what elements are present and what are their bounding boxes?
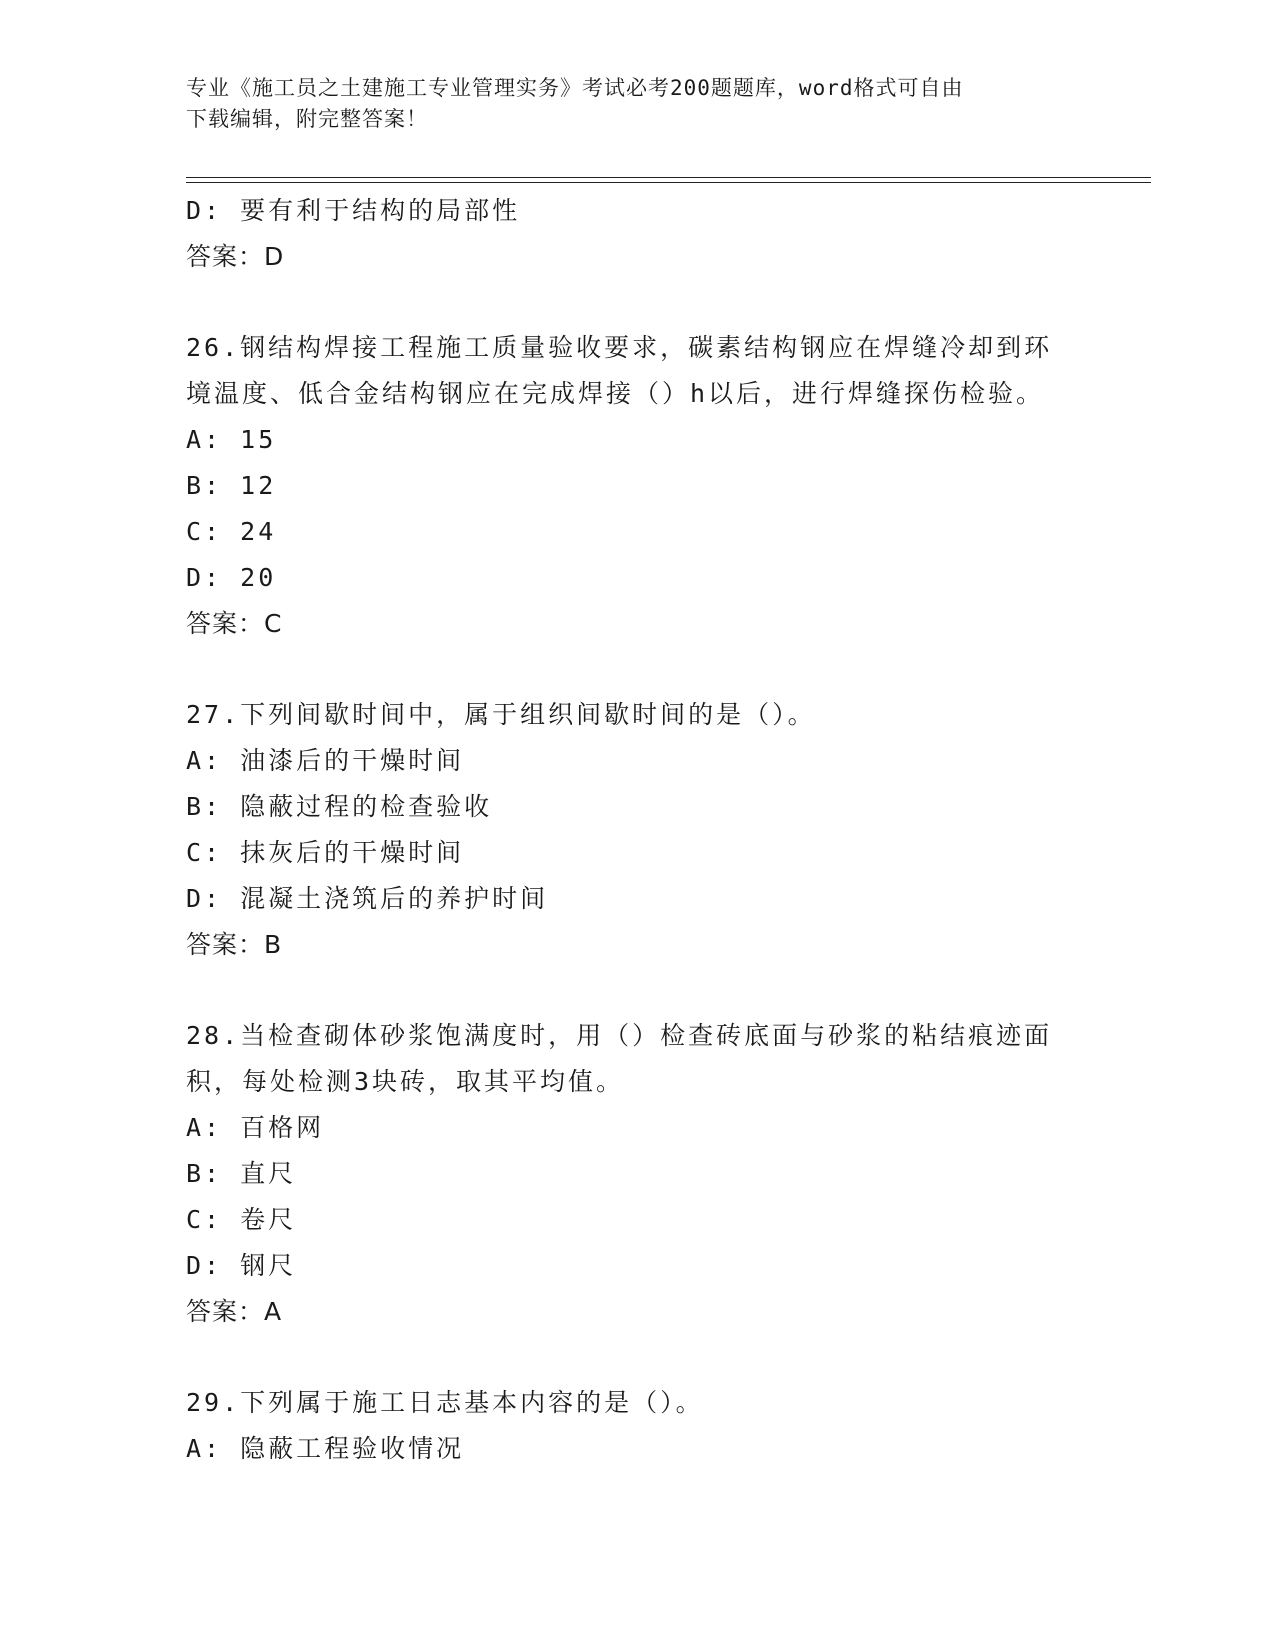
- question-block-26: [186, 325, 1086, 647]
- spacer: [186, 1335, 1086, 1380]
- option-a: A: 隐蔽工程验收情况: [186, 1434, 465, 1463]
- option-d: D: 混凝土浇筑后的养护时间: [186, 884, 549, 913]
- option-b: B: 12: [186, 471, 277, 500]
- question-list: [186, 188, 1086, 1472]
- answer-line: 答案：A: [186, 1297, 283, 1326]
- question-text-line-2: 积，每处检测3块砖，取其平均值。: [186, 1067, 625, 1096]
- question-text-line-1: 28.当检查砌体砂浆饱满度时，用（）检查砖底面与砂浆的粘结痕迹面: [186, 1021, 1053, 1050]
- option-d: D: 要有利于结构的局部性: [186, 196, 521, 225]
- option-d: D: 20: [186, 563, 277, 592]
- option-b: B: 隐蔽过程的检查验收: [186, 792, 493, 821]
- question-block-25: [186, 188, 1086, 280]
- option-a: A: 油漆后的干燥时间: [186, 746, 465, 775]
- option-c: C: 24: [186, 517, 277, 546]
- header-divider-bottom: [186, 182, 1151, 183]
- question-text-line-1: 26.钢结构焊接工程施工质量验收要求，碳素结构钢应在焊缝冷却到环: [186, 333, 1053, 362]
- option-a: A: 15: [186, 425, 277, 454]
- answer-line: 答案：D: [186, 242, 285, 271]
- question-block-28: [186, 1013, 1086, 1335]
- option-c: C: 卷尺: [186, 1205, 297, 1234]
- header-title-line-2: 下载编辑，附完整答案！: [186, 107, 428, 131]
- answer-line: 答案：B: [186, 930, 283, 959]
- option-c: C: 抹灰后的干燥时间: [186, 838, 465, 867]
- option-d: D: 钢尺: [186, 1251, 297, 1280]
- question-block-29: [186, 1380, 1086, 1472]
- question-text-line-2: 境温度、低合金结构钢应在完成焊接（）h以后，进行焊缝探伤检验。: [186, 379, 1045, 408]
- document-header: [186, 73, 1086, 135]
- option-b: B: 直尺: [186, 1159, 297, 1188]
- option-a: A: 百格网: [186, 1113, 325, 1142]
- spacer: [186, 280, 1086, 325]
- header-divider-top: [186, 177, 1151, 178]
- question-text-line-1: 27.下列间歇时间中，属于组织间歇时间的是（）。: [186, 700, 816, 729]
- header-title-line-1: 专业《施工员之土建施工专业管理实务》考试必考200题题库，word格式可自由: [186, 76, 964, 100]
- question-block-27: [186, 692, 1086, 968]
- spacer: [186, 647, 1086, 692]
- answer-line: 答案：C: [186, 609, 283, 638]
- spacer: [186, 968, 1086, 1013]
- question-text-line-1: 29.下列属于施工日志基本内容的是（）。: [186, 1388, 704, 1417]
